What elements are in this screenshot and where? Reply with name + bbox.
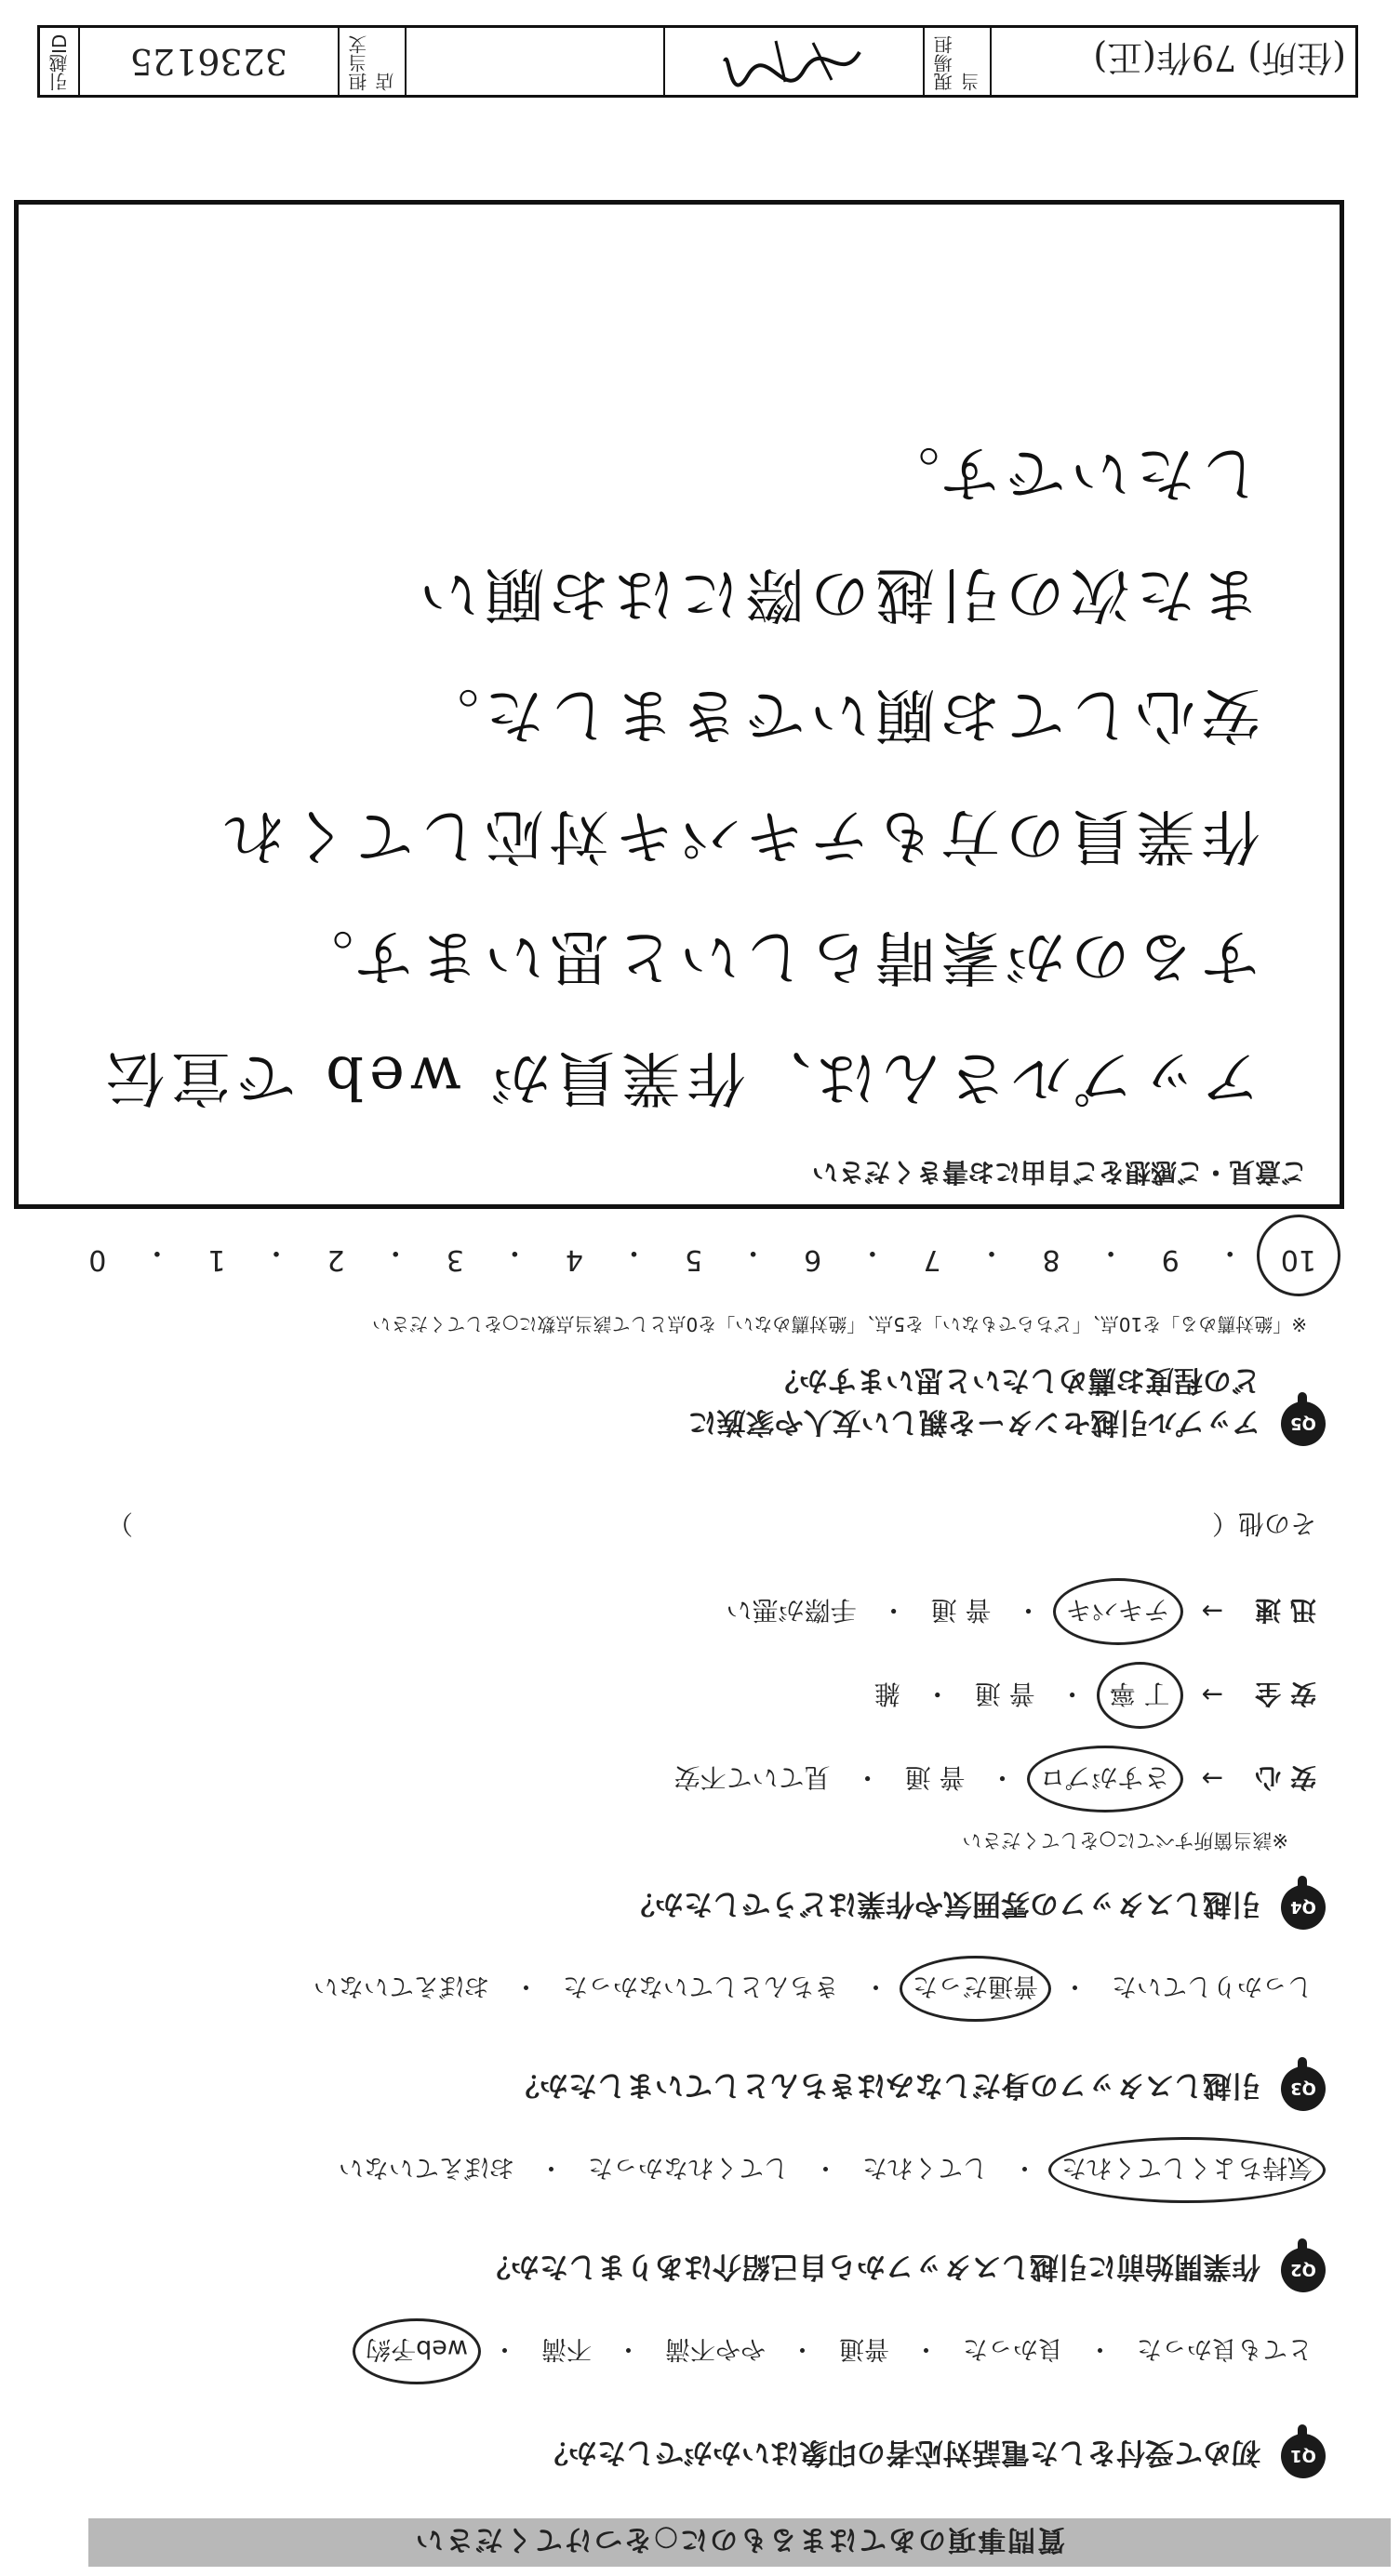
question-1-text: 初めて受付をした電話対応者の印象はいかがでしたか？ bbox=[540, 2436, 1260, 2470]
q1-option-4[interactable]: やや不満 bbox=[665, 2334, 766, 2363]
q1-option-5[interactable]: 不満 bbox=[541, 2334, 592, 2363]
rating-3[interactable]: 3 bbox=[446, 1243, 464, 1276]
handwritten-stamp-signature bbox=[663, 28, 923, 95]
q3-badge-icon: Q3 bbox=[1281, 2066, 1326, 2111]
question-3 bbox=[511, 2066, 1326, 2111]
rating-4[interactable]: 4 bbox=[565, 1243, 583, 1276]
q4-row-1-option-3[interactable]: 見ていて不安 bbox=[673, 1762, 831, 1793]
q4-other-label: その他（ bbox=[1211, 1508, 1316, 1539]
question-2-text: 作業開始前に引越しスタッフから自己紹介はありましたか？ bbox=[482, 2250, 1260, 2284]
q1-badge-icon: Q1 bbox=[1281, 2434, 1326, 2478]
q4-row-2-label: 安 全 bbox=[1255, 1679, 1316, 1709]
instruction-header bbox=[88, 2518, 1391, 2567]
q5-note: ※「絶対薦める」を10点、「どちらでもない」を5点、「絶対薦めない」を0点として該当点数に○をしてください bbox=[372, 1313, 1307, 1335]
arrow-right-icon: → bbox=[1201, 1596, 1223, 1627]
q4-badge-icon: Q4 bbox=[1281, 1885, 1326, 1930]
comment-line-6: したいです。 bbox=[874, 438, 1260, 507]
comment-line-1: アップルさんは、作業員が web で宣伝 bbox=[100, 1042, 1260, 1111]
q3-options: しっかりしていた ・ 普通だった ・ きちんとしていなかった ・ おぼえていない bbox=[310, 1969, 1316, 2009]
q4-row-2-option-1-selected[interactable]: 丁 寧 bbox=[1106, 1675, 1174, 1716]
q4-row-1-option-1-selected[interactable]: さすがプロ bbox=[1036, 1759, 1174, 1799]
q2-options: 気持ちよくしてくれた ・ してくれた ・ してくれなかった ・ おぼえていない bbox=[335, 2150, 1316, 2190]
q1-option-6-selected[interactable]: web予約 bbox=[362, 2331, 472, 2371]
q2-option-2[interactable]: してくれた bbox=[862, 2153, 988, 2182]
q2-badge-icon: Q2 bbox=[1281, 2248, 1326, 2292]
q3-option-4[interactable]: おぼえていない bbox=[313, 1972, 489, 2000]
rating-5[interactable]: 5 bbox=[685, 1243, 703, 1276]
q1-options: とても良かった ・ 良かった ・ 普通 ・ やや不満 ・ 不満 ・ web予約 bbox=[362, 2331, 1316, 2371]
q4-row-2-option-3[interactable]: 雑 bbox=[873, 1679, 900, 1709]
q4-row-anshin: 安 心 → さすがプロ ・ 普 通 ・ 見ていて不安 bbox=[671, 1759, 1316, 1799]
rating-2[interactable]: 2 bbox=[327, 1243, 345, 1276]
q1-option-2[interactable]: 良かった bbox=[963, 2334, 1063, 2363]
branch-label: 担当支店 bbox=[338, 28, 405, 95]
comment-box-title: ご意見・ご感想をご自由にお書きください bbox=[811, 1157, 1307, 1188]
leader-value: (住所) 79作(正) bbox=[990, 28, 1355, 95]
instruction-text: 質問事項のあてはまるものに○をつけてください bbox=[413, 2523, 1066, 2556]
q2-option-4[interactable]: おぼえていない bbox=[339, 2153, 514, 2182]
question-4-text: 引越しスタッフの雰囲気や作業はどうでしたか？ bbox=[626, 1887, 1260, 1921]
rating-9[interactable]: 9 bbox=[1161, 1243, 1180, 1276]
q4-other-close: ） bbox=[107, 1508, 134, 1539]
q4-row-1-option-2[interactable]: 普 通 bbox=[904, 1762, 966, 1793]
q3-option-2-selected[interactable]: 普通だった bbox=[909, 1969, 1042, 2009]
question-5-text-line-1: アップル引越センターを親しい友人や家族に bbox=[687, 1405, 1260, 1439]
arrow-right-icon: → bbox=[1201, 1680, 1223, 1711]
leader-label: 現場担当 bbox=[923, 28, 990, 95]
question-1 bbox=[540, 2434, 1326, 2478]
q1-option-1[interactable]: とても良かった bbox=[1137, 2334, 1313, 2363]
question-5 bbox=[688, 1362, 1326, 1446]
signature-scribble-icon bbox=[720, 33, 869, 89]
move-id-value: 3236125 bbox=[78, 28, 338, 95]
question-4 bbox=[626, 1885, 1326, 1930]
rating-7[interactable]: 7 bbox=[923, 1243, 941, 1276]
q2-option-1-selected[interactable]: 気持ちよくしてくれた bbox=[1058, 2150, 1316, 2190]
q1-option-3[interactable]: 普通 bbox=[839, 2334, 889, 2363]
rating-1[interactable]: 1 bbox=[207, 1243, 226, 1276]
q4-row-2-option-2[interactable]: 普 通 bbox=[974, 1679, 1035, 1709]
q4-row-3-option-3[interactable]: 手際が悪い bbox=[726, 1595, 857, 1626]
move-id-label: 引越ID bbox=[48, 33, 72, 91]
comment-line-5: また次の引越の際にはお願い bbox=[414, 559, 1260, 628]
q2-option-3[interactable]: してくれなかった bbox=[588, 2153, 789, 2182]
question-5-text-line-2: どの程度お薦めしたいと思いますか？ bbox=[770, 1363, 1260, 1397]
question-2 bbox=[482, 2248, 1326, 2292]
q4-row-anzen: 安 全 → 丁 寧 ・ 普 通 ・ 雑 bbox=[871, 1675, 1316, 1716]
rating-6[interactable]: 6 bbox=[804, 1243, 822, 1276]
rating-10-selected[interactable]: 10 bbox=[1281, 1235, 1316, 1276]
comment-line-4: 安心してお願いできました。 bbox=[414, 680, 1260, 749]
q3-option-1[interactable]: しっかりしていた bbox=[1112, 1972, 1313, 2000]
arrow-right-icon: → bbox=[1201, 1763, 1223, 1795]
rating-0[interactable]: 0 bbox=[88, 1243, 107, 1276]
question-3-text: 引越しスタッフの身だしなみはきちんとしていましたか？ bbox=[511, 2068, 1260, 2103]
branch-value bbox=[405, 28, 664, 95]
office-use-table bbox=[37, 25, 1358, 98]
q4-row-1-label: 安 心 bbox=[1255, 1762, 1316, 1793]
rating-8[interactable]: 8 bbox=[1042, 1243, 1060, 1276]
q4-note: ※該当箇所すべてに○をしてください bbox=[962, 1829, 1288, 1852]
q4-row-3-option-1-selected[interactable]: テキパキ bbox=[1062, 1591, 1174, 1632]
q5-badge-icon: Q5 bbox=[1281, 1401, 1326, 1446]
q4-row-jinsoku: 迅 速 → テキパキ ・ 普 通 ・ 手際が悪い bbox=[723, 1591, 1316, 1632]
comment-line-3: 作業員の方もテキパキ対応してくれ bbox=[219, 801, 1260, 870]
comment-line-2: するのが素晴らしいと思います。 bbox=[288, 922, 1260, 990]
question-5-text bbox=[688, 1362, 1260, 1446]
q4-row-3-option-2[interactable]: 普 通 bbox=[930, 1595, 992, 1626]
q3-option-3[interactable]: きちんとしていなかった bbox=[563, 1972, 839, 2000]
q4-other-row bbox=[107, 1507, 1316, 1544]
q4-row-3-label: 迅 速 bbox=[1255, 1595, 1316, 1626]
q5-rating-scale: 10 ・ 9 ・ 8 ・ 7 ・ 6 ・ 5 ・ 4 ・ 3 ・ 2 ・ 1 ・ 0 bbox=[88, 1236, 1316, 1276]
